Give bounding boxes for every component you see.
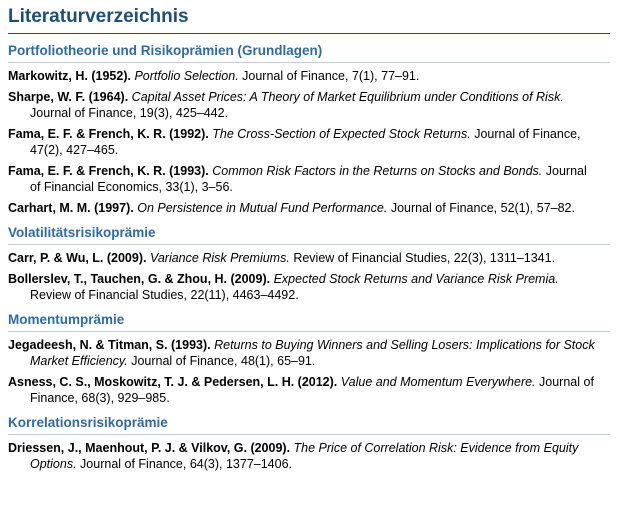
reference-title: Common Risk Factors in the Returns on Stocks and Bonds. (212, 164, 543, 178)
reference-title: Portfolio Selection. (134, 69, 239, 83)
section-volatility-risk-premium (8, 224, 614, 303)
section-correlation-risk-premium (8, 414, 614, 472)
reference-title: Returns to Buying Winners and Selling Losers: Implications for Stock Market Efficiency. (30, 338, 595, 368)
reference-item (8, 337, 614, 369)
reference-source: Review of Financial Studies, 22(3), 1311–1341. (293, 251, 556, 265)
reference-item (8, 374, 614, 406)
section-title: Portfoliotheorie und Risikoprämien (Grundlagen) (8, 42, 610, 63)
reference-author: Driessen, J., Maenhout, P. J. & Vilkov, G. (2009). (8, 441, 291, 455)
reference-item (8, 271, 614, 303)
reference-title: Value and Momentum Everywhere. (340, 375, 536, 389)
reference-title: The Price of Correlation Risk: Evidence from Equity Options. (30, 441, 579, 471)
reference-author: Carhart, M. M. (1997). (8, 201, 134, 215)
reference-item (8, 440, 614, 472)
reference-source: Review of Financial Studies, 22(11), 4463–4492. (30, 288, 299, 302)
reference-author: Fama, E. F. & French, K. R. (1993). (8, 164, 209, 178)
reference-author: Jegadeesh, N. & Titman, S. (1993). (8, 338, 211, 352)
reference-source: Journal of Finance, 47(2), 427–465. (30, 127, 581, 157)
reference-author: Fama, E. F. & French, K. R. (1992). (8, 127, 209, 141)
section-title: Volatilitätsrisikoprämie (8, 224, 610, 245)
reference-source: Journal of Finance, 7(1), 77–91. (242, 69, 420, 83)
reference-title: Expected Stock Returns and Variance Risk Premia. (273, 272, 559, 286)
reference-author: Carr, P. & Wu, L. (2009). (8, 251, 147, 265)
section-title: Momentumprämie (8, 311, 610, 332)
reference-item (8, 68, 614, 84)
reference-title: The Cross-Section of Expected Stock Returns. (212, 127, 471, 141)
reference-item (8, 126, 614, 158)
reference-source: Journal of Finance, 52(1), 57–82. (390, 201, 575, 215)
section-title: Korrelationsrisikoprämie (8, 414, 610, 435)
reference-source: Journal of Finance, 68(3), 929–985. (30, 375, 594, 405)
reference-source: Journal of Finance, 64(3), 1377–1406. (80, 457, 292, 471)
reference-title: Capital Asset Prices: A Theory of Market Equilibrium under Conditions of Risk. (131, 90, 564, 104)
reference-title: On Persistence in Mutual Fund Performance. (137, 201, 388, 215)
reference-item (8, 250, 614, 266)
reference-author: Bollerslev, T., Tauchen, G. & Zhou, H. (2009). (8, 272, 271, 286)
reference-author: Sharpe, W. F. (1964). (8, 90, 129, 104)
reference-source: Journal of Financial Economics, 33(1), 3–56. (30, 164, 587, 194)
page-title: Literaturverzeichnis (8, 5, 610, 34)
reference-item (8, 163, 614, 195)
section-portfolio-theory (8, 42, 614, 216)
reference-source: Journal of Finance, 48(1), 65–91. (131, 354, 316, 368)
reference-item (8, 200, 614, 216)
reference-source: Journal of Finance, 19(3), 425–442. (30, 106, 229, 120)
reference-author: Markowitz, H. (1952). (8, 69, 131, 83)
section-momentum-premium (8, 311, 614, 406)
reference-author: Asness, C. S., Moskowitz, T. J. & Pedersen, L. H. (2012). (8, 375, 338, 389)
reference-title: Variance Risk Premiums. (149, 251, 290, 265)
reference-item (8, 89, 614, 121)
